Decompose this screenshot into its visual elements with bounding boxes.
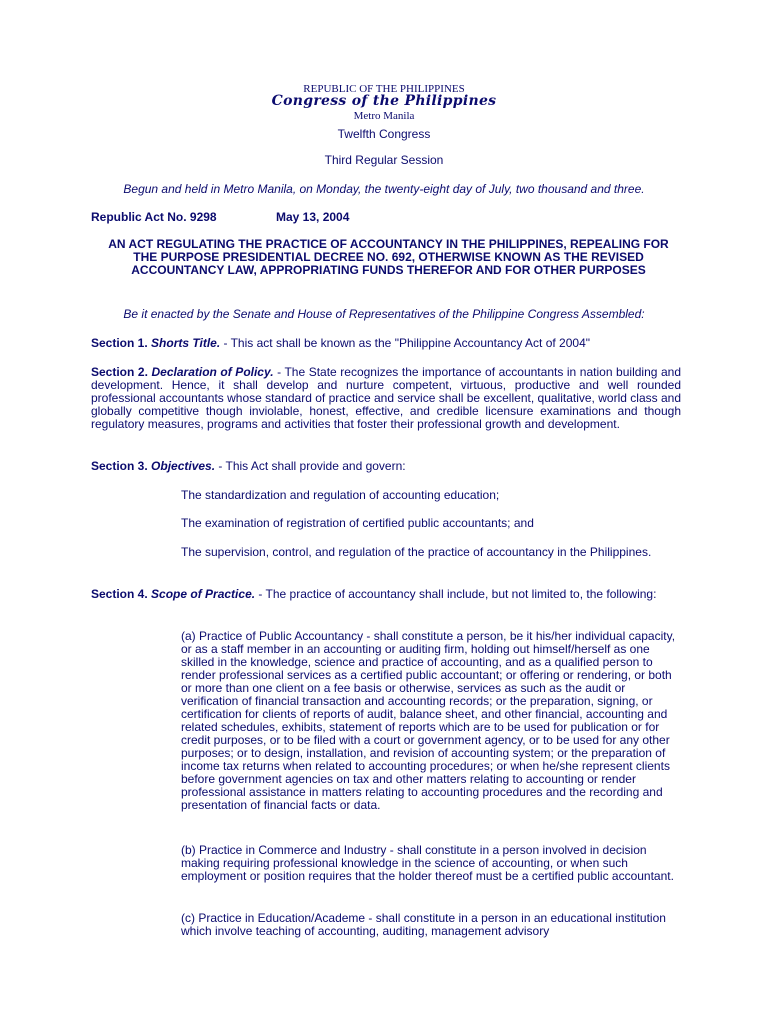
- section-1-body: - This act shall be known as the "Philippine Accountancy Act of 2004": [220, 336, 591, 350]
- section-1-label: Section 1.: [91, 336, 148, 350]
- section-2-body: - The State recognizes the importance of accountants in nation building and development. Hence, it shall develop and nurture competent, virtuous, productive and well rounded professional accountants whose standard of practice and service shall be excellent, qualitative, world class and globally competitive though inviolable, honest, effective, and credible licensure examinations and though regulatory measures, programs and activities that foster their professional growth and development.: [91, 365, 682, 431]
- congress-number: Twelfth Congress: [337, 127, 431, 141]
- section-3-body: - This Act shall provide and govern:: [215, 459, 406, 473]
- congress-heading: Congress of the Philippines: [271, 93, 497, 109]
- act-title: AN ACT REGULATING THE PRACTICE OF ACCOUNTANCY IN THE PHILIPPINES, REPEALING FOR THE PURPOSE PRESIDENTIAL DECREE NO. 692, OTHERWISE KNOWN AS THE REVISED ACCOUNTANCY LAW, APPROPRIATING FUNDS THEREFOR AND FOR OTHER PURPOSES: [108, 237, 669, 277]
- section-2-label: Section 2.: [91, 365, 148, 379]
- section-4-item-c: (c) Practice in Education/Academe - shall constitute in a person in an educational institution which involve teaching of accounting, auditing, management advisory: [181, 911, 666, 938]
- section-3-item: The standardization and regulation of accounting education;: [181, 488, 500, 502]
- section-3-title: Objectives.: [151, 459, 216, 473]
- section-3: [91, 460, 681, 473]
- section-3-item: The supervision, control, and regulation of the practice of accountancy in the Philippines.: [181, 545, 652, 559]
- act-date: May 13, 2004: [276, 210, 350, 224]
- section-4-title: Scope of Practice.: [151, 587, 256, 601]
- section-1: [91, 337, 681, 350]
- section-4-item-a: (a) Practice of Public Accountancy - shall constitute a person, be it his/her individual capacity, or as a staff member in an accounting or auditing firm, holding out himself/herself as one skilled in the knowledge, science and practice of accounting, and as a qualified person to render professional services as a certified public accountant; or offering or rendering, or both or more than one client on a fee basis or otherwise, services as such as the audit or verification of financial transaction and accounting records; or the preparation, signing, or certification for clients of reports of audit, balance sheet, and other financial, accounting and related schedules, exhibits, statement of reports which are to be used for publication or for credit purposes, or to be filed with a court or government agency, or to be used for any other purposes; or to design, installation, and revision of accounting system; or the preparation of income tax returns when related to accounting procedures; or when he/she represent clients before government agencies on tax and other matters relating to accounting or render professional assistance in matters relating to accounting procedures and the recording and presentation of financial facts or data.: [181, 629, 676, 812]
- republic-heading: REPUBLIC OF THE PHILIPPINES: [303, 83, 465, 95]
- section-4-body: - The practice of accountancy shall include, but not limited to, the following:: [255, 587, 657, 601]
- section-3-label: Section 3.: [91, 459, 148, 473]
- city-heading: Metro Manila: [353, 110, 415, 122]
- enacting-clause: Be it enacted by the Senate and House of Representatives of the Philippine Congress Assembled:: [123, 307, 645, 321]
- section-2: [91, 366, 681, 431]
- section-1-title: Shorts Title.: [151, 336, 221, 350]
- session-line: Third Regular Session: [324, 153, 444, 167]
- section-4-item-b: (b) Practice in Commerce and Industry - shall constitute in a person involved in decision making requiring professional knowledge in the science of accounting, or when such employment or position requires that the holder thereof must be a certified public accountant.: [181, 843, 674, 883]
- begun-line: Begun and held in Metro Manila, on Monday, the twenty-eight day of July, two thousand and three.: [123, 182, 645, 196]
- section-4: [91, 588, 681, 601]
- section-4-label: Section 4.: [91, 587, 148, 601]
- section-3-item: The examination of registration of certified public accountants; and: [181, 516, 534, 530]
- section-2-title: Declaration of Policy.: [151, 365, 274, 379]
- act-number: Republic Act No. 9298: [91, 210, 217, 224]
